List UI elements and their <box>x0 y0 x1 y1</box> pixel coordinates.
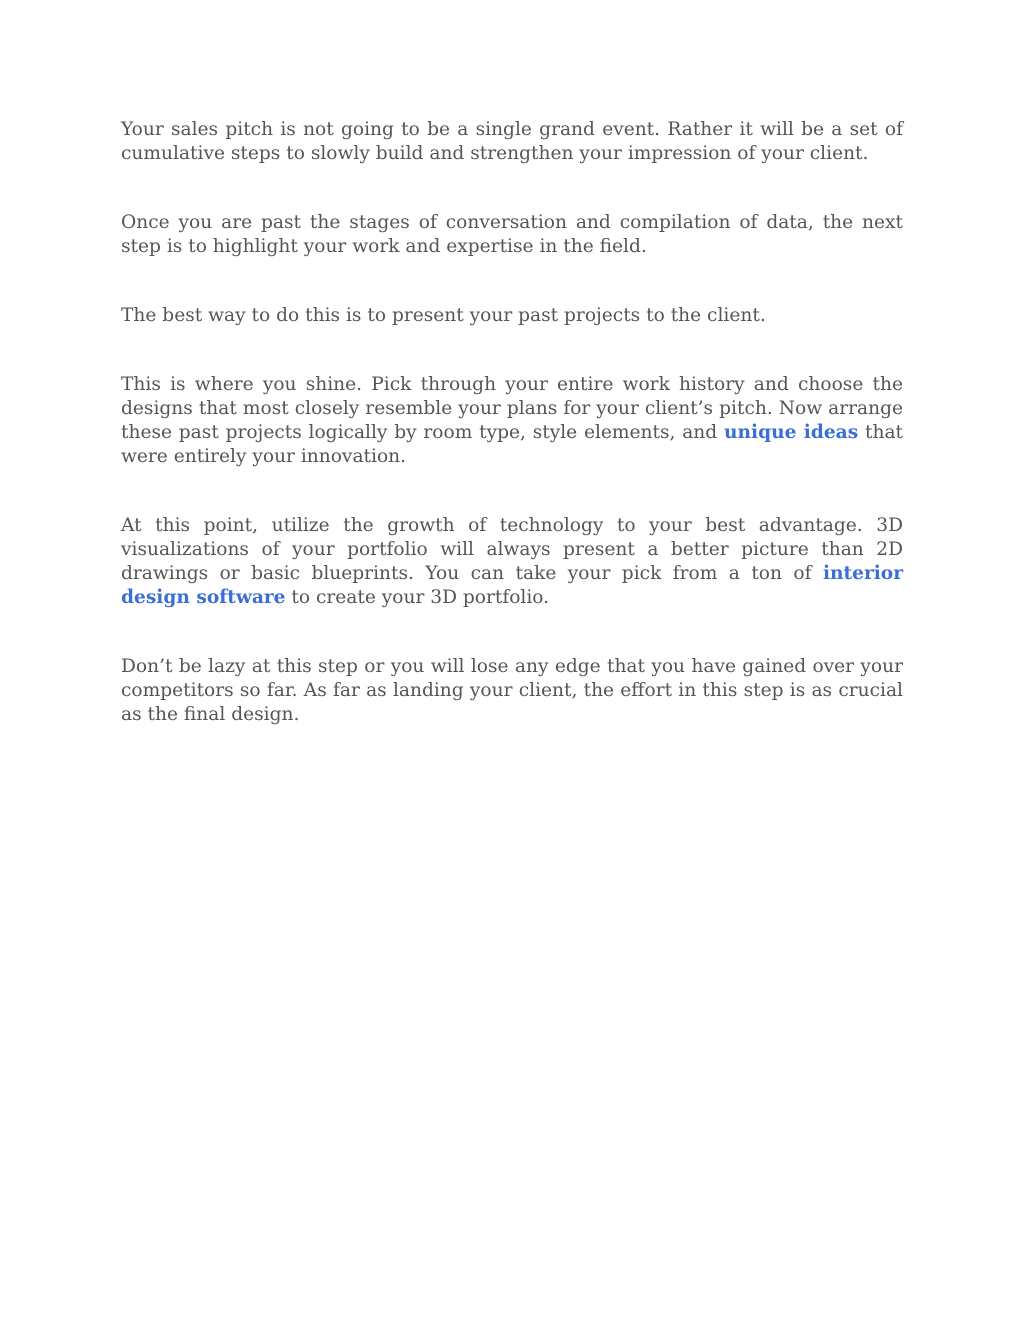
paragraph-text: Once you are past the stages of conversation and compilation of data, the next step is to highlight your work and expertise in the field. <box>121 212 903 257</box>
paragraph-text-before-link: This is where you shine. Pick through your entire work history and choose the designs that most closely resemble your plans for your client’s pitch. Now arrange these past projects logically by room type, style elements, and <box>121 374 903 443</box>
paragraph-dont-be-lazy <box>121 655 903 727</box>
paragraph-text: The best way to do this is to present your past projects to the client. <box>121 305 766 326</box>
paragraph-best-way <box>121 304 903 328</box>
paragraph-technology <box>121 514 903 610</box>
paragraph-past-stages <box>121 211 903 259</box>
interior-design-software-link[interactable]: interior design software <box>121 563 903 608</box>
paragraph-sales-pitch <box>121 118 903 166</box>
paragraph-text-before-link: At this point, utilize the growth of technology to your best advantage. 3D visualizations of your portfolio will always present a better picture than 2D drawings or basic blueprints. You can take your pick from a ton of <box>121 515 903 584</box>
paragraph-text-after-link: to create your 3D portfolio. <box>285 587 550 608</box>
paragraph-where-you-shine <box>121 373 903 469</box>
paragraph-text: Don’t be lazy at this step or you will lose any edge that you have gained over your competitors so far. As far as landing your client, the effort in this step is as crucial as the final design. <box>121 656 903 725</box>
document-body <box>121 118 903 772</box>
unique-ideas-link[interactable]: unique ideas <box>723 422 859 443</box>
paragraph-text: Your sales pitch is not going to be a single grand event. Rather it will be a set of cumulative steps to slowly build and strengthen your impression of your client. <box>121 119 903 164</box>
paragraph-text-after-link: that were entirely your innovation. <box>121 422 903 467</box>
